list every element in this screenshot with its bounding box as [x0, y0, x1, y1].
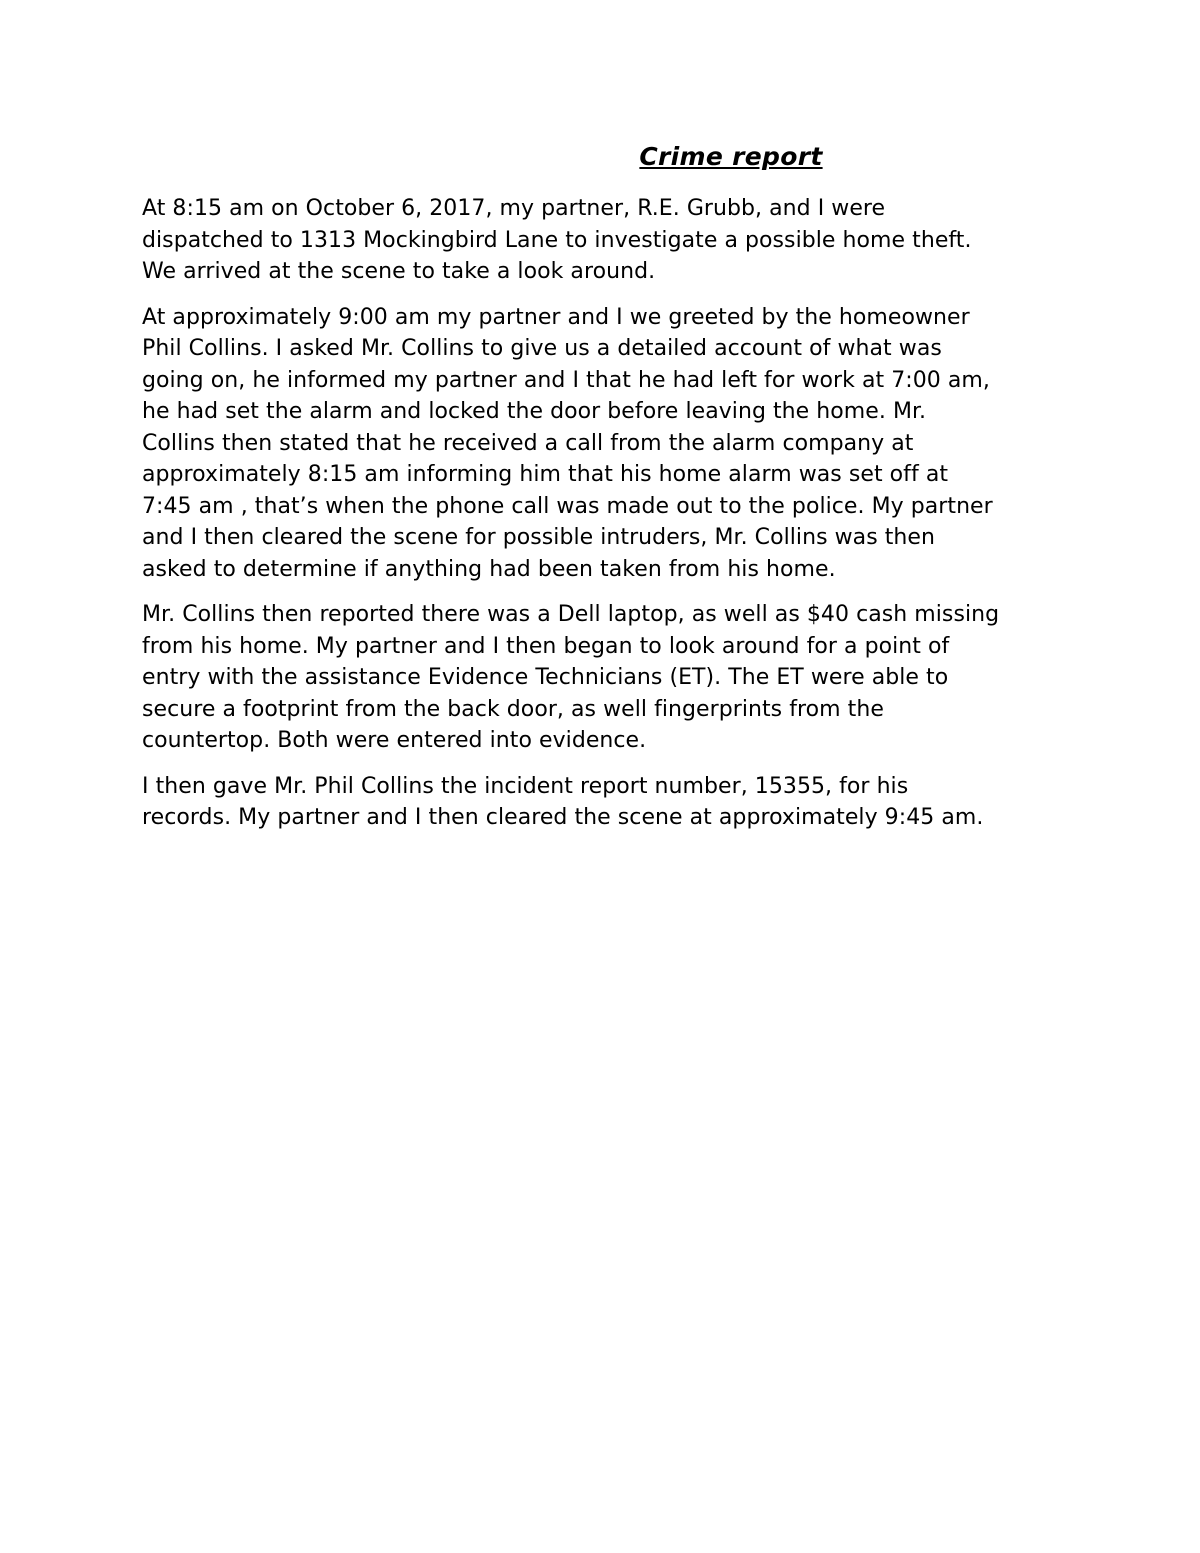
text-line: going on, he informed my partner and I that he had left for work at 7:00 am, [142, 367, 990, 393]
text-line: Collins then stated that he received a call from the alarm company at [142, 430, 914, 456]
text-line: Phil Collins. I asked Mr. Collins to give us a detailed account of what was [142, 336, 942, 361]
text-line: secure a footprint from the back door, as well fingerprints from the [142, 696, 884, 722]
text-line: countertop. Both were entered into evidence. [142, 728, 647, 753]
text-line: entry with the assistance Evidence Technicians (ET). The ET were able to [142, 665, 949, 690]
text-line: asked to determine if anything had been taken from his home. [142, 556, 836, 582]
paragraph-1 [142, 193, 1072, 288]
text-line: Mr. Collins then reported there was a Dell laptop, as well as $40 cash missing [142, 602, 1000, 627]
text-line: and I then cleared the scene for possible intruders, Mr. Collins was then [142, 525, 935, 550]
text-line: We arrived at the scene to take a look around. [142, 259, 656, 284]
text-line: records. My partner and I then cleared the scene at approximately 9:45 am. [142, 805, 984, 830]
document-body [142, 193, 1072, 848]
text-line: approximately 8:15 am informing him that his home alarm was set off at [142, 462, 949, 487]
text-line: At 8:15 am on October 6, 2017, my partner, R.E. Grubb, and I were [142, 196, 886, 221]
paragraph-3 [142, 599, 1072, 757]
paragraph-4 [142, 771, 1072, 834]
text-line: 7:45 am , that’s when the phone call was made out to the police. My partner [142, 493, 993, 519]
document-title: Crime report [639, 142, 823, 171]
text-line: from his home. My partner and I then began to look around for a point of [142, 633, 950, 659]
paragraph-2 [142, 302, 1072, 586]
text-line: dispatched to 1313 Mockingbird Lane to investigate a possible home theft. [142, 227, 972, 253]
text-line: I then gave Mr. Phil Collins the incident report number, 15355, for his [142, 773, 909, 799]
text-line: At approximately 9:00 am my partner and I we greeted by the homeowner [142, 304, 970, 330]
text-line: he had set the alarm and locked the door before leaving the home. Mr. [142, 399, 927, 424]
